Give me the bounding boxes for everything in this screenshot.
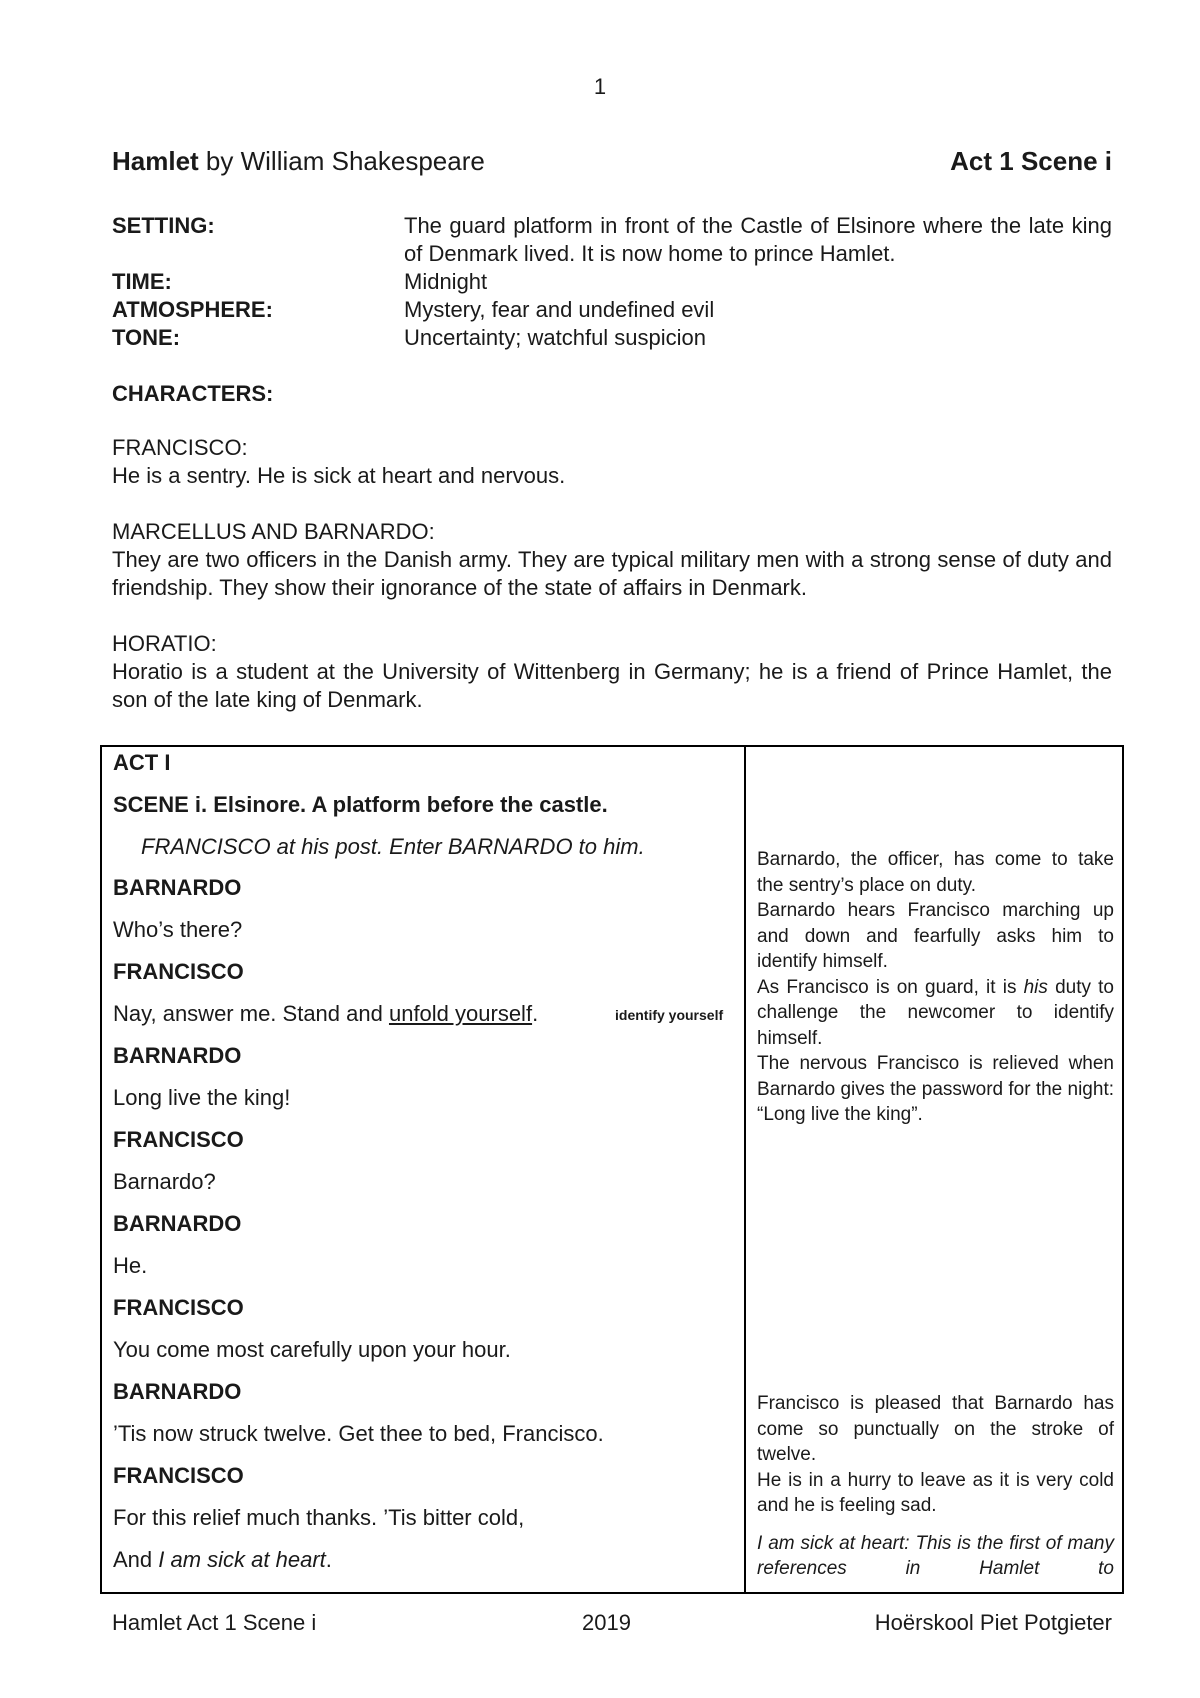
setting-value: The guard platform in front of the Castle of Elsinore where the late king of Denmark lived. It is now home to prince Hamlet. <box>404 213 1112 266</box>
title-rest: by William Shakespeare <box>198 146 485 176</box>
note-italic-text: his <box>1023 976 1048 998</box>
speaker-francisco: FRANCISCO <box>113 1127 244 1152</box>
dialogue-line: He. <box>113 1253 148 1278</box>
note-text: duty to challenge the newcomer to identify himself. <box>757 976 1114 1049</box>
character-name: FRANCISCO: <box>112 435 248 460</box>
speaker-francisco: FRANCISCO <box>113 959 244 984</box>
atmosphere-value: Mystery, fear and undefined evil <box>404 297 715 322</box>
character-description: He is a sentry. He is sick at heart and nervous. <box>112 463 566 488</box>
speaker-francisco: FRANCISCO <box>113 1463 244 1488</box>
dialogue-text: And <box>113 1547 159 1572</box>
underlined-phrase: unfold yourself <box>388 1001 533 1026</box>
column-divider <box>744 747 746 1592</box>
speaker-francisco: FRANCISCO <box>113 1295 244 1320</box>
tone-row <box>112 324 1112 352</box>
dialogue-line <box>113 1001 538 1027</box>
dialogue-line: ’Tis now struck twelve. Get thee to bed, Francisco. <box>113 1421 604 1446</box>
tone-value: Uncertainty; watchful suspicion <box>404 325 707 350</box>
script-table <box>100 745 1124 1594</box>
dialogue-line: For this relief much thanks. ’Tis bitter cold, <box>113 1505 525 1530</box>
footer-left: Hamlet Act 1 Scene i <box>112 1610 317 1635</box>
dialogue-text: . <box>325 1547 332 1572</box>
scene-heading: SCENE i. Elsinore. A platform before the castle. <box>113 792 608 817</box>
speaker-barnardo: BARNARDO <box>113 1379 242 1404</box>
dialogue-line <box>113 1547 332 1573</box>
note-italic: I am sick at heart: This is the first of many references in Hamlet to <box>757 1532 1114 1579</box>
dialogue-text: Nay, answer me. Stand and <box>113 1001 389 1026</box>
note: Francisco is pleased that Barnardo has come so punctually on the stroke of twelve. <box>757 1393 1114 1465</box>
time-row <box>112 268 1112 296</box>
note: Barnardo, the officer, has come to take the sentry’s place on duty. <box>757 849 1114 896</box>
page-number: 1 <box>593 74 607 99</box>
document-title <box>112 146 485 177</box>
footer-year: 2019 <box>582 1610 631 1635</box>
note <box>757 975 1114 1052</box>
atmosphere-label: ATMOSPHERE: <box>112 297 273 322</box>
title-bold: Hamlet <box>112 146 199 176</box>
act-heading: ACT I <box>113 750 171 775</box>
dialogue-line: Who’s there? <box>113 917 243 942</box>
setting-label: SETTING: <box>112 213 215 238</box>
speaker-barnardo: BARNARDO <box>113 1211 242 1236</box>
characters-heading: CHARACTERS: <box>112 381 274 406</box>
speaker-barnardo: BARNARDO <box>113 875 242 900</box>
footer-school: Hoërskool Piet Potgieter <box>874 1610 1112 1635</box>
scene-info <box>112 212 1112 352</box>
gloss-annotation: identify yourself <box>615 1007 724 1023</box>
setting-row <box>112 212 1112 268</box>
stage-direction: FRANCISCO at his post. Enter BARNARDO to him. <box>141 834 645 859</box>
italic-phrase: I am sick at heart <box>158 1547 326 1572</box>
note: He is in a hurry to leave as it is very cold and he is feeling sad. <box>757 1469 1114 1516</box>
dialogue-line: You come most carefully upon your hour. <box>113 1337 511 1362</box>
time-label: TIME: <box>112 269 172 294</box>
time-value: Midnight <box>404 269 488 294</box>
dialogue-line: Barnardo? <box>113 1169 216 1194</box>
character-marcellus-barnardo <box>112 518 1112 602</box>
dialogue-text: . <box>532 1001 539 1026</box>
atmosphere-row <box>112 296 1112 324</box>
character-description: Horatio is a student at the University of Wittenberg in Germany; he is a friend of Prince Hamlet, the son of the late king of Denmark. <box>112 659 1112 712</box>
tone-label: TONE: <box>112 325 181 350</box>
character-horatio <box>112 630 1112 714</box>
character-name: HORATIO: <box>112 631 217 656</box>
note: Barnardo hears Francisco marching up and down and fearfully asks him to identify himself. <box>757 900 1114 972</box>
character-name: MARCELLUS AND BARNARDO: <box>112 519 435 544</box>
note: The nervous Francisco is relieved when Barnardo gives the password for the night: “Long live the king”. <box>757 1053 1114 1125</box>
notes-group-1 <box>757 847 1114 1128</box>
dialogue-line: Long live the king! <box>113 1085 291 1110</box>
note-text: As Francisco is on guard, it is <box>757 976 1024 998</box>
character-francisco <box>112 434 1112 490</box>
speaker-barnardo: BARNARDO <box>113 1043 242 1068</box>
character-description: They are two officers in the Danish army. They are typical military men with a strong sense of duty and friendship. They show their ignorance of the state of affairs in Denmark. <box>112 547 1112 600</box>
notes-group-2 <box>757 1391 1114 1582</box>
act-scene-title: Act 1 Scene i <box>950 146 1112 176</box>
